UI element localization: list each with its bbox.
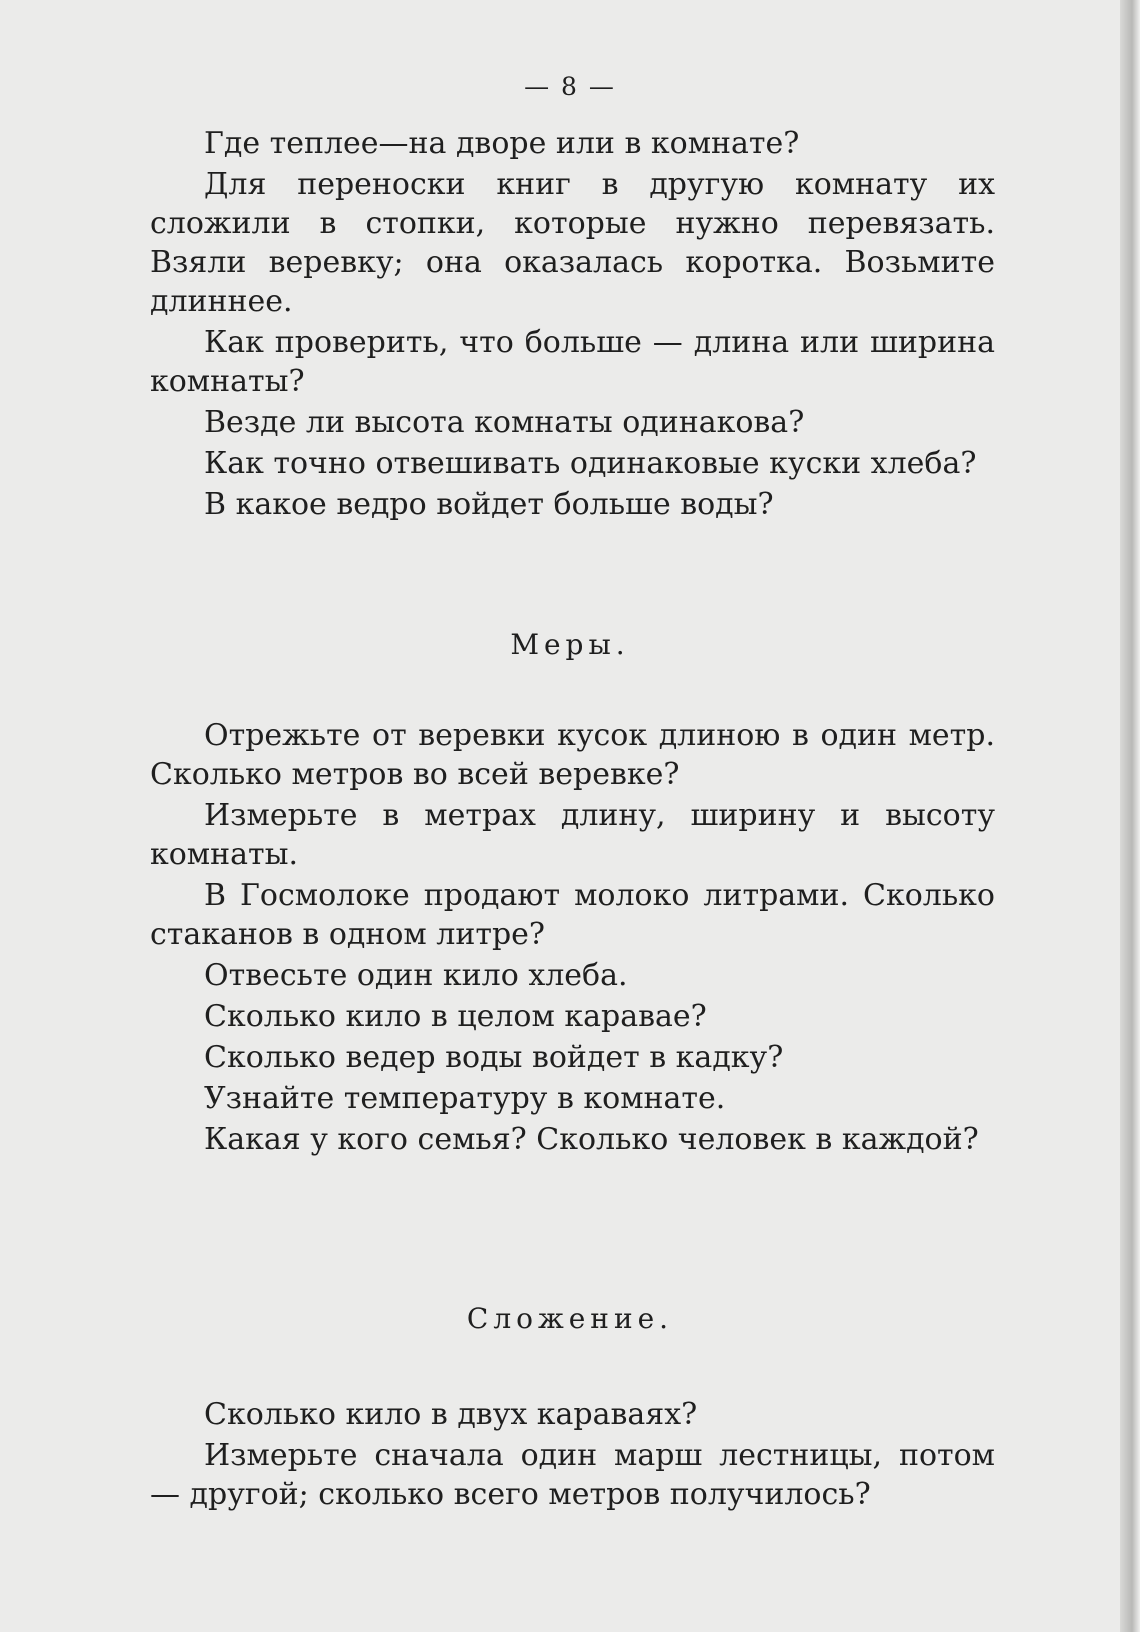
paragraph: Как проверить, что больше — длина или ширина комнаты? xyxy=(150,325,995,399)
paragraph: Где теплее—на дворе или в комнате? xyxy=(204,126,800,161)
paragraph: Везде ли высота комнаты одинакова? xyxy=(204,405,805,440)
paragraph: В какое ведро войдет больше воды? xyxy=(204,487,774,522)
section-heading-addition: Сложение. xyxy=(466,1302,674,1335)
page-number: — 8 — xyxy=(524,72,616,101)
addition-questions xyxy=(150,1395,995,1516)
paragraph: Отрежьте от веревки кусок длиною в один метр. Сколько метров во всей веревке? xyxy=(150,718,995,792)
intro-questions xyxy=(150,124,995,526)
paragraph: Отвесьте один кило хлеба. xyxy=(204,958,628,993)
paragraph: Сколько ведер воды войдет в кадку? xyxy=(204,1040,784,1075)
paragraph: Измерьте сначала один марш лестницы, потом — другой; сколько всего метров получилось? xyxy=(150,1438,995,1512)
measures-questions xyxy=(150,716,995,1161)
section-heading-measures: Меры. xyxy=(510,628,630,661)
paragraph: Как точно отвешивать одинаковые куски хлеба? xyxy=(204,446,977,481)
paragraph: В Госмолоке продают молоко литрами. Сколько стаканов в одном литре? xyxy=(150,878,995,952)
page-edge-shadow xyxy=(1120,0,1140,1632)
paragraph: Для переноски книг в другую комнату их сложили в стопки, которые нужно перевязать. Взяли веревку; она оказалась коротка. Возьмите длиннее. xyxy=(150,167,995,319)
paragraph: Сколько кило в целом каравае? xyxy=(204,999,707,1034)
paragraph: Сколько кило в двух караваях? xyxy=(204,1397,698,1432)
paragraph: Какая у кого семья? Сколько человек в каждой? xyxy=(204,1122,979,1157)
paragraph: Измерьте в метрах длину, ширину и высоту комнаты. xyxy=(150,798,995,872)
paragraph: Узнайте температуру в комнате. xyxy=(204,1081,726,1116)
